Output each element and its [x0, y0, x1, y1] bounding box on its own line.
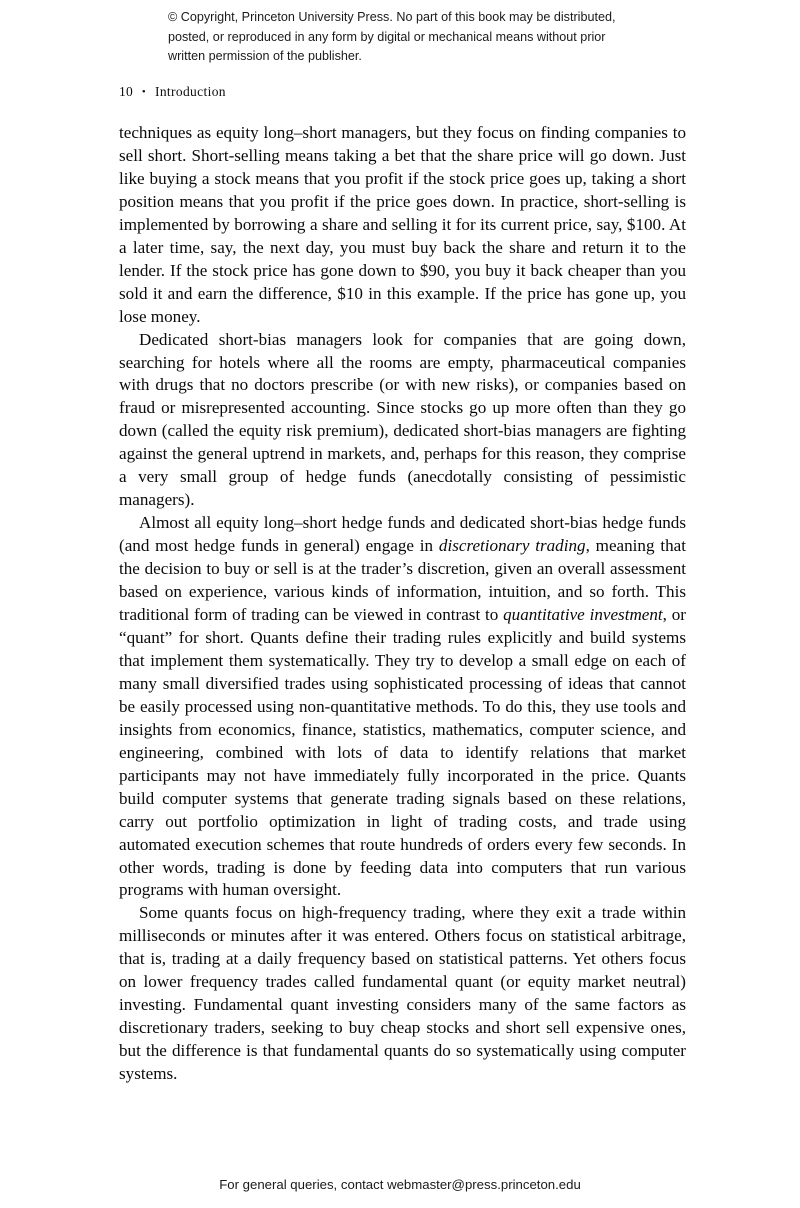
paragraph-segment: Almost all equity long–short hedge funds and dedicated short-bias hedge funds (and most hedge funds in general) engage in	[119, 513, 686, 556]
page-number: 10	[119, 84, 133, 99]
term-quantitative-investment: quantitative investment	[503, 605, 663, 625]
paragraph-segment: , or “quant” for short. Quants define their trading rules explicitly and build systems that implement them systematically. They try to develop a small edge on each of many small diversified trades using sophisticated processing of ideas that cannot be easily processed using non-quantitative methods. To do this, they use tools and insights from economics, finance, statistics, mathematics, computer science, and engineering, combined with lots of data to identify relations that market participants may not have immediately fully incorporated in the price. Quants build computer systems that generate trading signals based on these relations, carry out portfolio optimization in light of trading costs, and trade using automated execution schemes that route hundreds of orders every few seconds. In other words, trading is done by feeding data into computers that run various programs with human oversight.	[119, 605, 686, 900]
footer-notice: For general queries, contact webmaster@press.princeton.edu	[219, 1177, 581, 1192]
paragraph-continuation: techniques as equity long–short managers, but they focus on finding companies to sell short. Short-selling means taking a bet that the share price will go down. Just like buying a stock means that you profit if the stock price goes up, taking a short position means that you profit if the price goes down. In practice, short-selling is implemented by borrowing a share and selling it for its current price, say, $100. At a later time, say, the next day, you must buy back the share and return it to the lender. If the stock price has gone down to $90, you buy it back cheaper than you sold it and earn the difference, $10 in this example. If the price has gone up, you lose money.	[119, 123, 686, 326]
paragraph-discretionary-vs-quant	[119, 512, 686, 902]
paragraph-quant-strategies: Some quants focus on high-frequency trading, where they exit a trade within milliseconds or minutes after it was entered. Others focus on statistical arbitrage, that is, trading at a daily frequency based on statistical patterns. Yet others focus on lower frequency trades called fundamental quant (or equity market neutral) investing. Fundamental quant investing considers many of the same factors as discretionary traders, seeking to buy cheap stocks and short sell expensive ones, but the difference is that fundamental quants do so systematically using computer systems.	[119, 903, 686, 1084]
paragraph-segment: , meaning that the decision to buy or sell is at the trader’s discretion, given an overall assessment based on experience, various kinds of information, intuition, and so forth. This traditional form of trading can be viewed in contrast to	[119, 536, 686, 625]
running-head	[119, 83, 226, 102]
running-head-separator: •	[141, 86, 146, 98]
body-text-column	[119, 122, 686, 1086]
paragraph-dedicated-short-bias: Dedicated short-bias managers look for companies that are going down, searching for hotels where all the rooms are empty, pharmaceutical companies with drugs that no doctors prescribe (or with new risks), or companies based on fraud or misrepresented accounting. Since stocks go up more often than they go down (called the equity risk premium), dedicated short-bias managers are fighting against the general uptrend in markets, and, perhaps for this reason, they comprise a very small group of hedge funds (anecdotally consisting of pessimistic managers).	[119, 329, 686, 510]
copyright-notice: © Copyright, Princeton University Press. No part of this book may be distributed, posted, or reproduced in any form by digital or mechanical means without prior written permission of the publisher.	[168, 10, 616, 63]
term-discretionary-trading: discretionary trading	[438, 536, 586, 556]
chapter-title: Introduction	[154, 84, 226, 99]
